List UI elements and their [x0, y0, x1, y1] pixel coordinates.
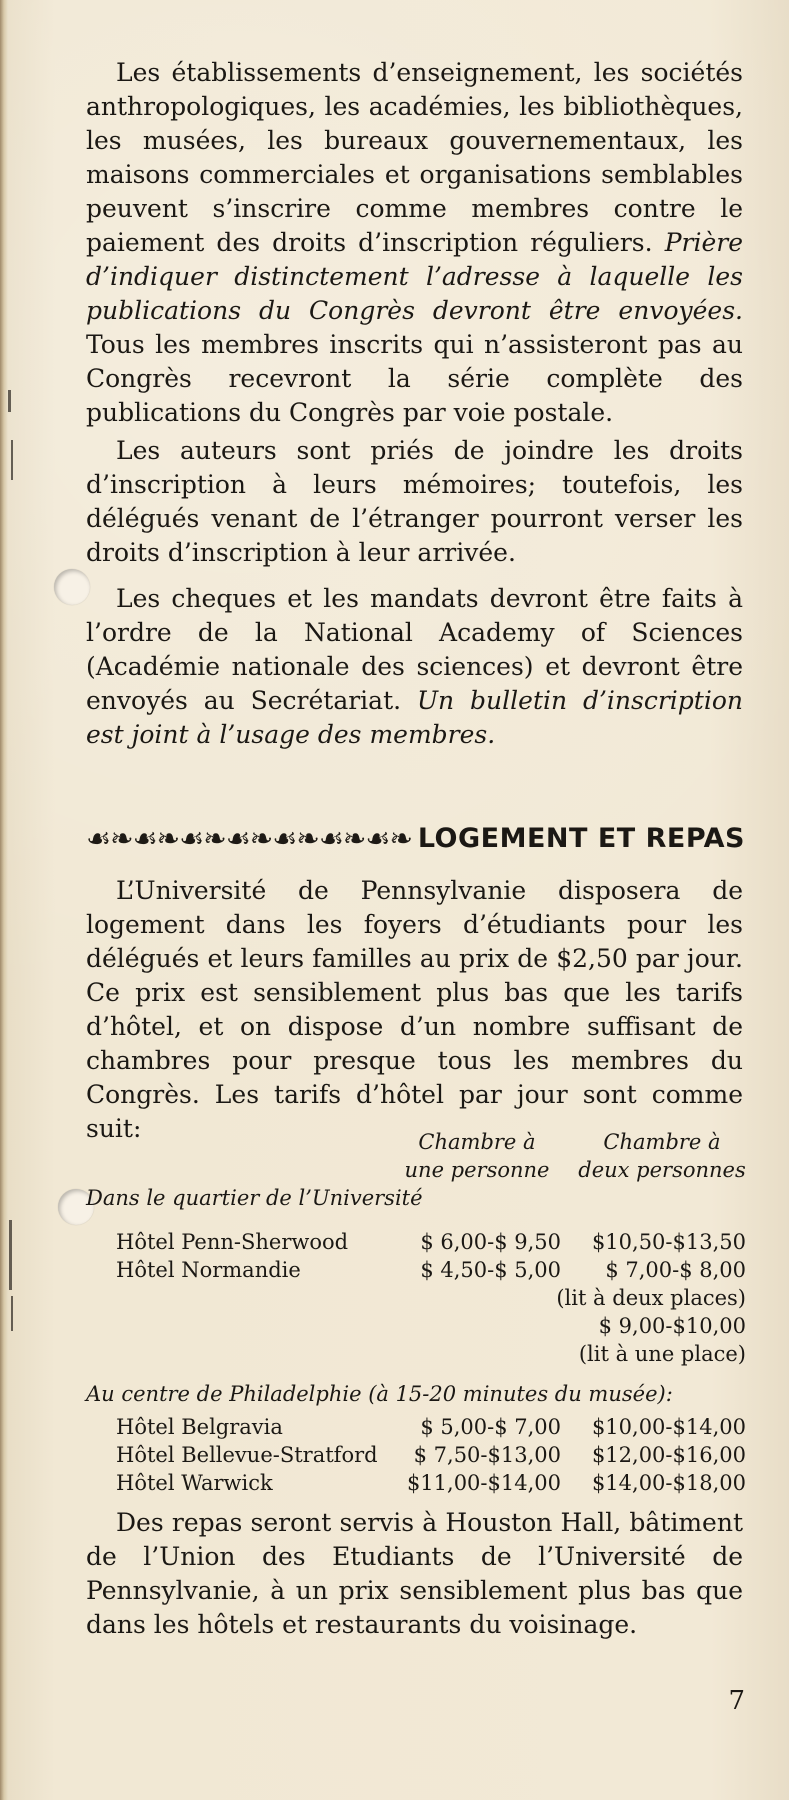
meals-text: Des repas seront servis à Houston Hall, bâtiment de l’Union des Etudiants de l’Université de Pennsylvanie, à un prix sensiblement plus bas que dans les hôtels et restaurants du voisinage. [86, 1508, 743, 1639]
margin-mark [9, 1220, 12, 1290]
single-rate: $ 4,50-$ 5,00 [420, 1258, 561, 1282]
ornamental-border-icon: ☙❧☙❧☙❧☙❧☙❧☙❧☙❧ [86, 824, 412, 854]
registration-text: Les auteurs sont priés de joindre les droits d’inscription à leurs mémoires; toutefois, les délégués venant de l’étranger pourront verser les droits d’inscription à leur arrivée. [86, 436, 743, 567]
meals-paragraph [86, 1506, 743, 1642]
single-rate: $ 6,00-$ 9,50 [420, 1230, 561, 1254]
margin-mark [11, 1296, 13, 1331]
group-label: Dans le quartier de l’Université [86, 1186, 423, 1210]
rate-note: (lit à une place) [578, 1342, 746, 1366]
table-row [86, 1413, 746, 1441]
table-row [86, 1441, 746, 1469]
double-rate: $14,00-$18,00 [591, 1471, 746, 1495]
rate-note: (lit à deux places) [556, 1286, 746, 1310]
single-rate: $ 7,50-$13,00 [413, 1443, 561, 1467]
registration-paragraph-2 [86, 434, 743, 570]
margin-mark [11, 440, 13, 480]
double-rate: $ 7,00-$ 8,00 [605, 1258, 746, 1282]
registration-text-end: Tous les membres inscrits qui n’assisteront pas au Congrès recevront la série complète des publications du Congrès par voie postale. [86, 330, 743, 427]
group-label: Au centre de Philadelphie (à 15-20 minutes du musée): [86, 1382, 673, 1406]
rate-note: $ 9,00-$10,00 [598, 1314, 746, 1338]
page-number: 7 [728, 1686, 745, 1716]
table-row [86, 1256, 746, 1284]
double-rate: $10,00-$14,00 [591, 1415, 746, 1439]
hotel-name: Hôtel Normandie [116, 1258, 301, 1282]
column-header-single: Chambre à une personne [404, 1130, 550, 1182]
registration-paragraph-1 [86, 56, 743, 430]
table-row [86, 1469, 746, 1497]
single-rate: $11,00-$14,00 [406, 1471, 561, 1495]
lodging-intro-paragraph [86, 874, 743, 1146]
hotel-name: Hôtel Warwick [116, 1471, 273, 1495]
single-rate: $ 5,00-$ 7,00 [420, 1415, 561, 1439]
registration-text-italic: Prière d’indiquer distinctement l’adresse à laquelle les publications du Congrès devront être envoyées. [86, 228, 743, 325]
registration-text-italic: Un bulletin d’inscription est joint à l’usage des membres. [86, 686, 743, 749]
registration-text-start: Les cheques et les mandats devront être faits à l’ordre de la National Academy of Sciences (Académie nationale des sciences) et devront être envoyés au Secrétariat. [86, 584, 743, 715]
section-heading-row [86, 820, 745, 860]
hotel-name: Hôtel Bellevue-Stratford [116, 1443, 378, 1467]
hotel-name: Hôtel Penn-Sherwood [116, 1230, 349, 1254]
column-header-double: Chambre à deux personnes [578, 1130, 746, 1182]
punch-hole [54, 569, 90, 605]
registration-text-start: Les établissements d’enseignement, les sociétés anthropologiques, les académies, les bibliothèques, les musées, les bureaux gouvernementaux, les maisons commerciales et organisations semblables peuvent s’inscrire comme membres contre le paiement des droits d’inscription réguliers. [86, 58, 743, 257]
hotel-name: Hôtel Belgravia [116, 1415, 283, 1439]
section-heading: LOGEMENT ET REPAS [417, 823, 745, 854]
registration-paragraph-3 [86, 582, 743, 752]
table-row [86, 1228, 746, 1256]
margin-mark [8, 390, 11, 412]
double-rate: $12,00-$16,00 [591, 1443, 746, 1467]
lodging-intro-text: L’Université de Pennsylvanie disposera de logement dans les foyers d’étudiants pour les délégués et leurs familles au prix de $2,50 par jour. Ce prix est sensiblement plus bas que les tarifs d’hôtel, et on dispose d’un nombre suffisant de chambres pour presque tous les membres du Congrès. Les tarifs d’hôtel par jour sont comme suit: [86, 876, 743, 1143]
double-rate: $10,50-$13,50 [591, 1230, 746, 1254]
page-edge [0, 0, 8, 1800]
